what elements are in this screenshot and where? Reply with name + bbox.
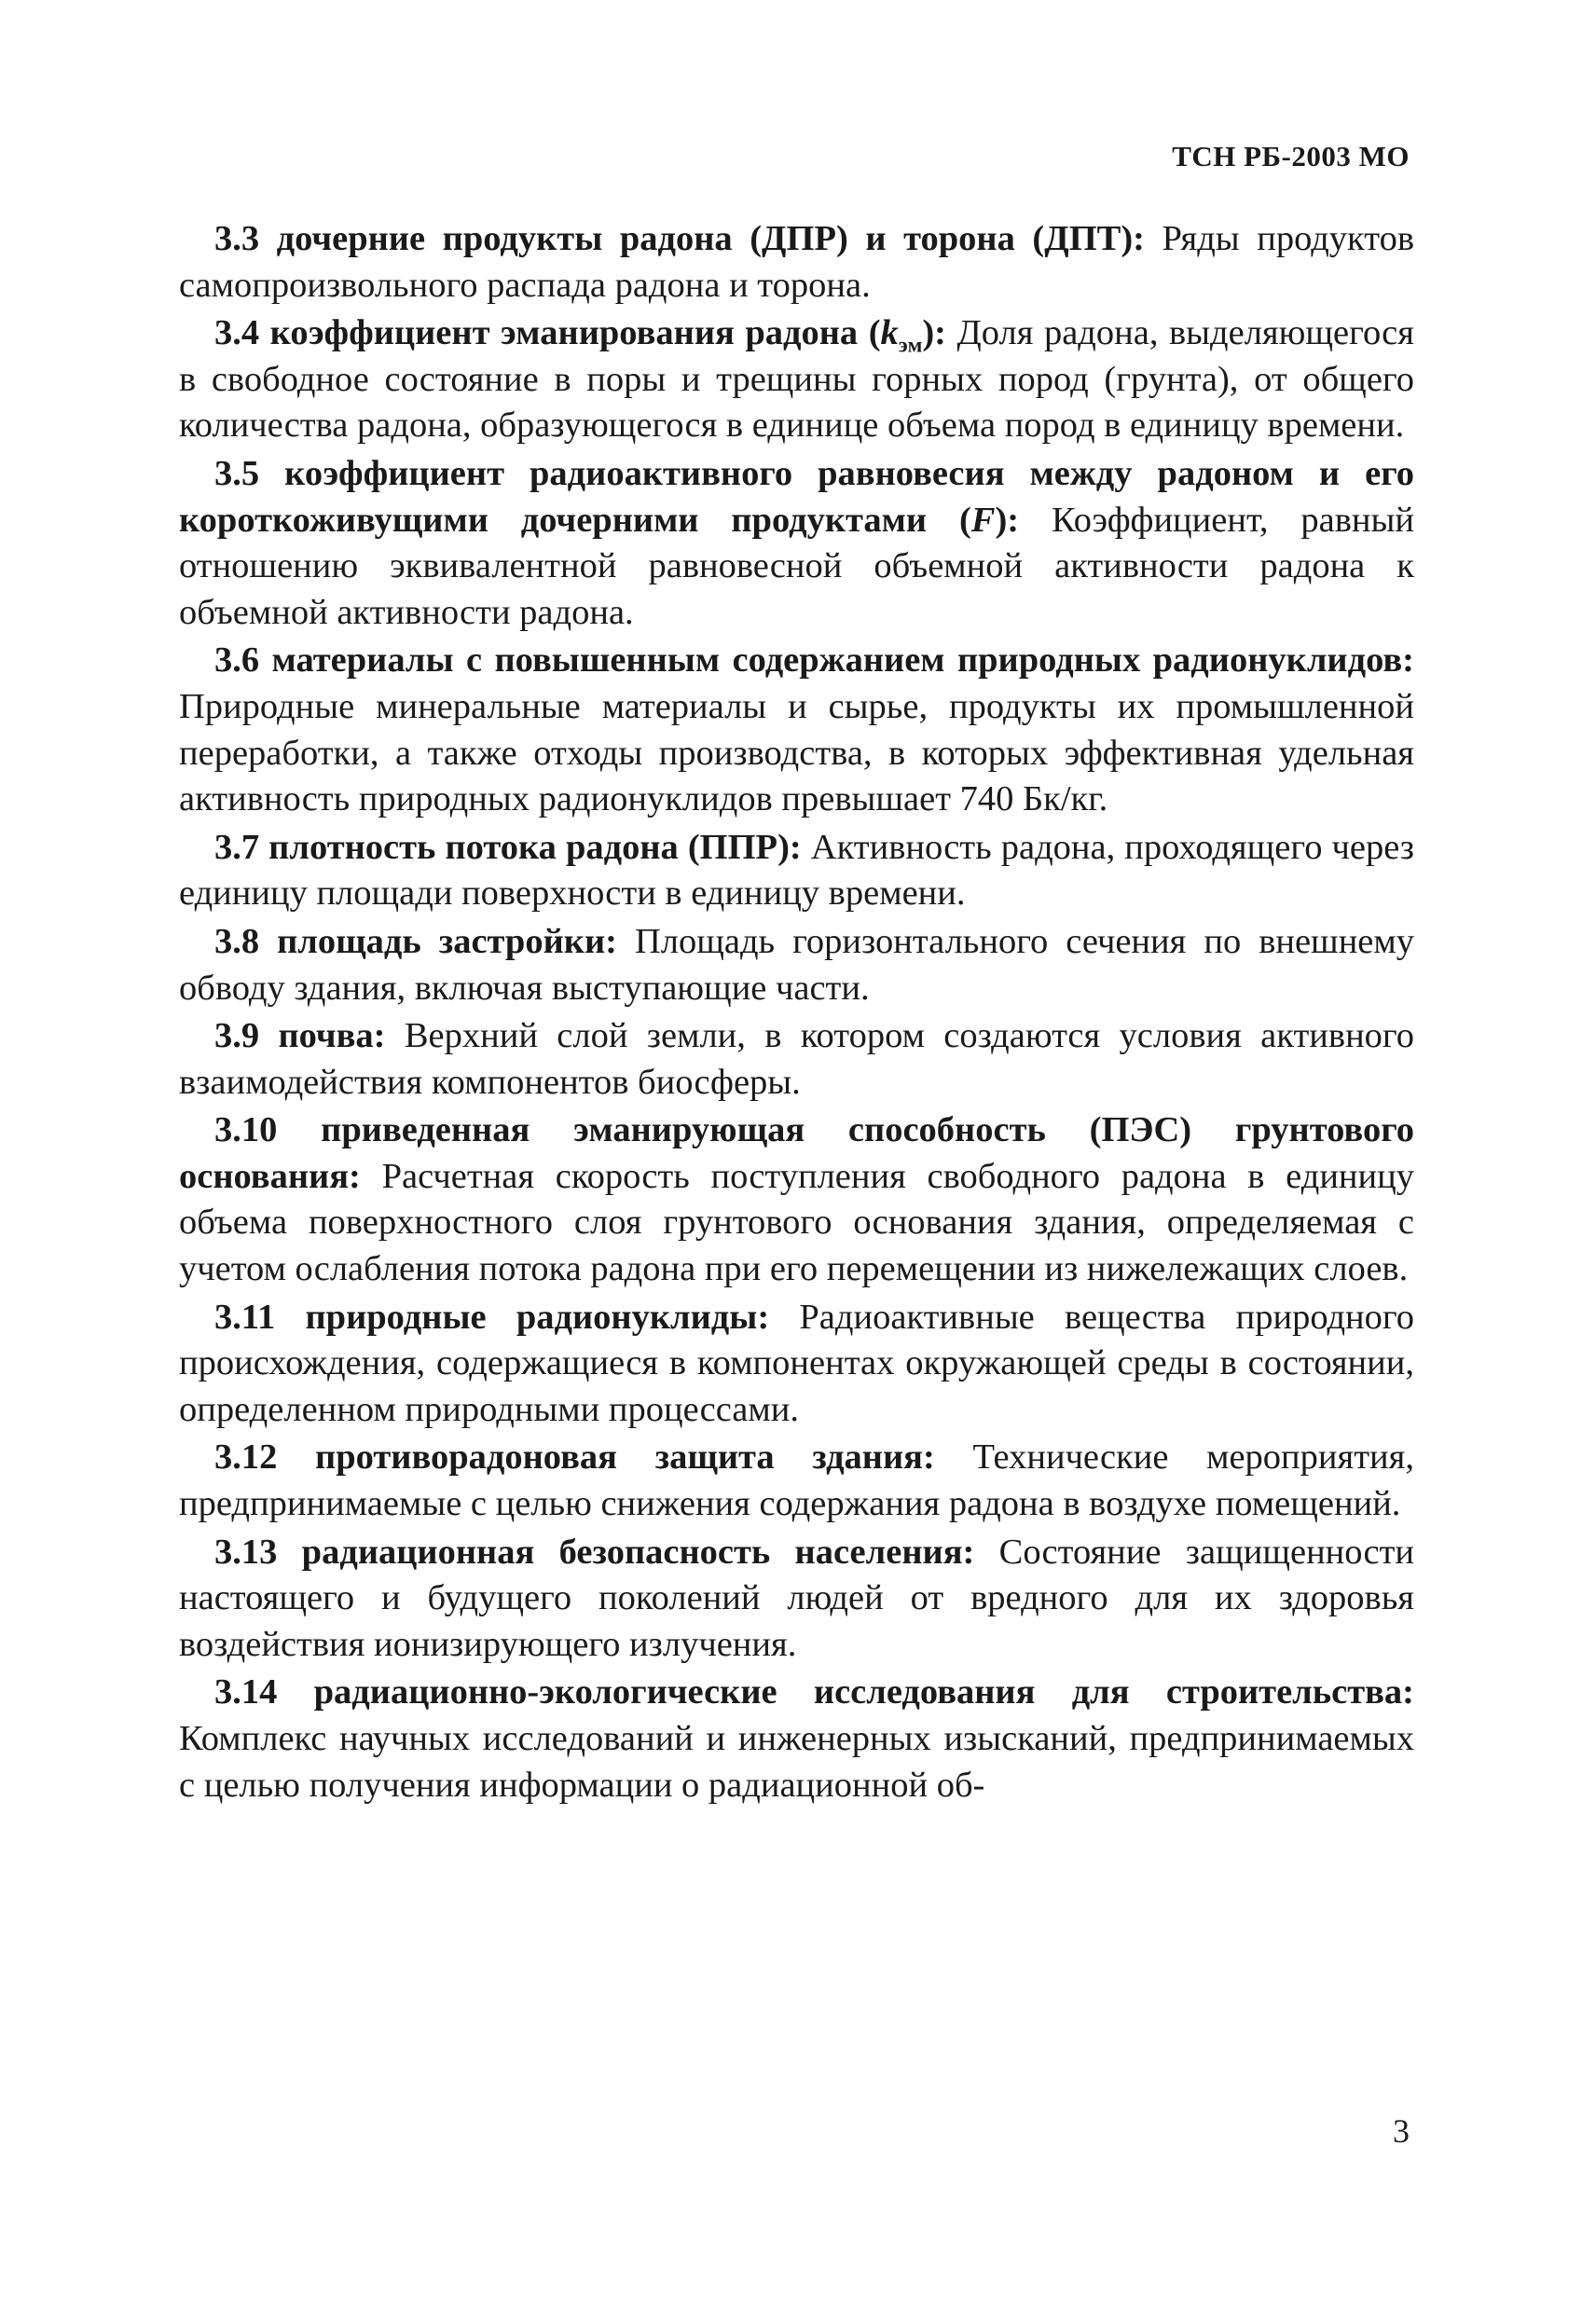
- term-suffix: ):: [995, 500, 1020, 540]
- definition-3-13: [179, 1530, 1414, 1669]
- definition-text: Верхний слой земли, в котором создаются условия активного взаимодействия компонентов биосферы.: [179, 1016, 1414, 1102]
- term-variable: F: [970, 500, 996, 540]
- definition-text: Площадь горизонтального сечения по внешнему обводу здания, включая выступающие части.: [179, 921, 1415, 1008]
- term-prefix: 3.4 коэффициент эманирования радона (: [214, 313, 881, 353]
- definition-text: Состояние защищенности настоящего и будущего поколений людей от вредного для их здоровья воздействия ионизирующего излучения.: [179, 1532, 1414, 1664]
- definition-3-10: [179, 1107, 1414, 1292]
- term-variable: k: [880, 313, 899, 353]
- definition-3-11: [179, 1295, 1414, 1434]
- definition-3-8: [179, 919, 1414, 1011]
- term: 3.8 площадь застройки:: [214, 921, 617, 961]
- definition-text: Технические мероприятия, предпринимаемые с целью снижения содержания радона в воздухе помещений.: [179, 1437, 1414, 1524]
- definition-text: Расчетная скорость поступления свободного радона в единицу объема поверхностного слоя грунтового основания здания, определяемая с учетом ослабления потока радона при его перемещении из нижележащих слоев.: [179, 1156, 1414, 1289]
- definition-3-4: [179, 310, 1414, 449]
- term: 3.7 плотность потока радона (ППР):: [214, 827, 802, 867]
- definition-3-5: [179, 451, 1414, 636]
- term: [214, 313, 946, 357]
- term-subscript: эм: [898, 332, 923, 357]
- definitions-list: [179, 216, 1414, 1810]
- definition-3-7: [179, 825, 1414, 917]
- definition-text: Комплекс научных исследований и инженерных изысканий, предпринимаемых с целью получения информации о радиационной об-: [179, 1719, 1414, 1805]
- definition-text: Коэффициент, равный отношению эквивалентной равновесной объемной активности радона к объемной активности радона.: [179, 500, 1414, 632]
- definition-3-9: [179, 1013, 1414, 1106]
- term: 3.14 радиационно-экологические исследования для строительства:: [214, 1672, 1414, 1712]
- term: 3.13 радиационная безопасность населения:: [214, 1532, 975, 1572]
- definition-3-6: [179, 638, 1414, 822]
- term: 3.9 почва:: [214, 1016, 386, 1056]
- term: 3.6 материалы с повышенным содержанием природных радионуклидов:: [214, 640, 1414, 681]
- term: 3.10 приведенная эманирующая способность (ПЭС) грунтового основания:: [179, 1110, 1414, 1196]
- definition-3-3: [179, 216, 1414, 309]
- definition-text: Природные минеральные материалы и сырье, продукты их промышленной переработки, а также отходы производства, в которых эффективная удельная активность природных радионуклидов превышает 740 Бк/кг.: [179, 686, 1414, 819]
- term: 3.12 противорадоновая защита здания:: [214, 1437, 935, 1478]
- definition-text: Активность радона, проходящего через единицу площади поверхности в единицу времени.: [179, 827, 1414, 914]
- term: 3.11 природные радионуклиды:: [214, 1297, 770, 1337]
- definition-text: Ряды продуктов самопроизвольного распада радона и торона.: [179, 219, 1414, 305]
- definition-3-12: [179, 1435, 1414, 1527]
- term: 3.3 дочерние продукты радона (ДПР) и торона (ДПТ):: [214, 219, 1145, 258]
- term-prefix: 3.5 коэффициент радиоактивного равновесия между радоном и его короткоживущими дочерними продуктами (: [179, 453, 1414, 540]
- document-code: ТСН РБ-2003 МО: [1172, 140, 1410, 172]
- term-suffix: ):: [922, 313, 946, 353]
- definition-text: Радиоактивные вещества природного происхождения, содержащиеся в компонентах окружающей среды в состоянии, определенном природными процессами.: [179, 1297, 1414, 1429]
- definition-3-14: [179, 1670, 1414, 1808]
- page-number: 3: [1393, 2112, 1410, 2150]
- definition-text: Доля радона, выделяющегося в свободное состояние в поры и трещины горных пород (грунта), от общего количества радона, образующегося в единице объема пород в единицу времени.: [179, 313, 1414, 446]
